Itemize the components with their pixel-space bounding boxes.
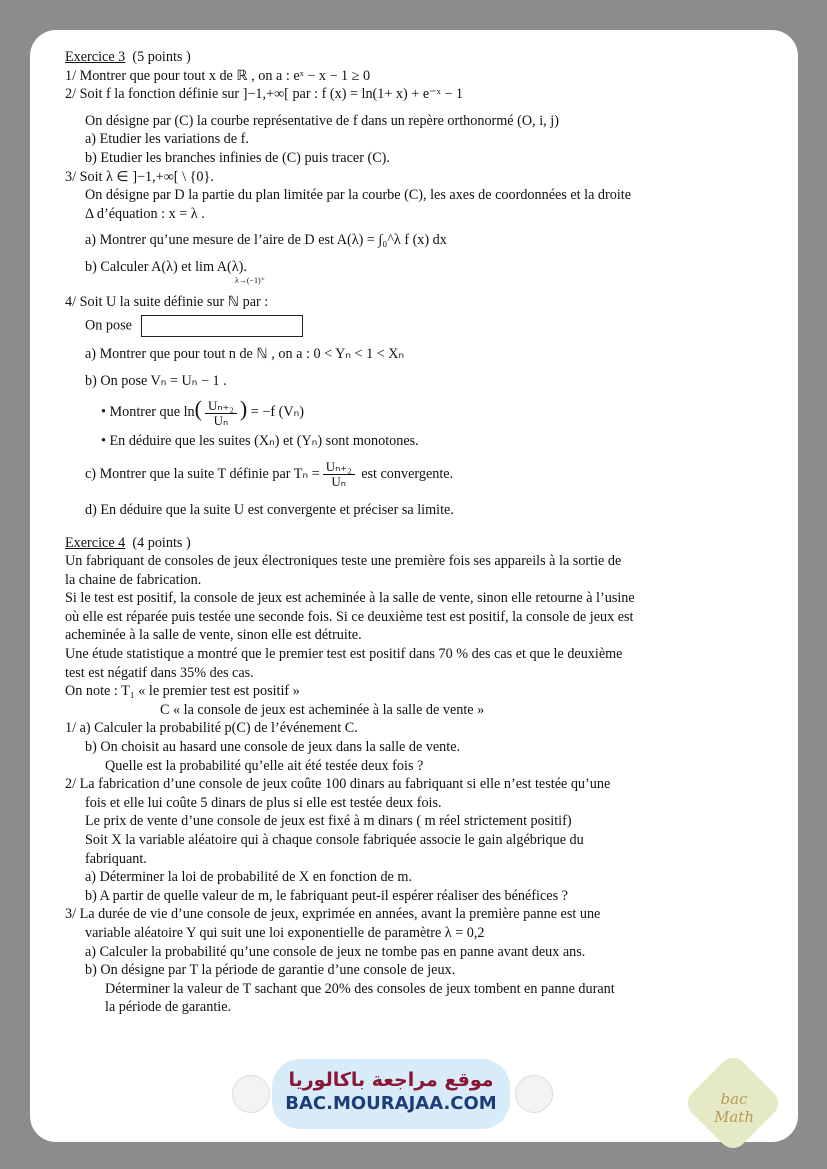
ex4-q2-5: fabriquant. [85,850,147,867]
ex4-q3-1: 3/ La durée de vie d’une console de jeux, exprimée en années, avant la première panne est une [65,906,601,923]
ex4-q3-2: variable aléatoire Y qui suit une loi exponentielle de paramètre λ = 0,2 [85,924,485,941]
footer-url[interactable]: BAC.MOURAJAA.COM [285,1093,497,1114]
ex4-q2-2: fois et elle lui coûte 5 dinars de plus si elle est testée deux fois. [85,794,442,811]
ex3-q2b: b) Etudier les branches infinies de (C) puis tracer (C). [85,149,390,166]
ex4-intro-2: la chaine de fabrication. [65,571,202,588]
fraction: $\frac{\text{Uₙ₊₂}}{\text{Uₙ}}$ [205,399,237,428]
ex4-q2-3: Le prix de vente d’une console de jeux est fixé à m dinars ( m réel strictement positif) [85,813,572,830]
ex3-q4d: d) En déduire que la suite U est convergente et préciser sa limite. [85,501,454,518]
right-logo-icon [515,1075,553,1113]
ex4-q2b: b) A partir de quelle valeur de m, le fabriquant peut-il espérer réaliser des bénéfices ? [85,887,568,904]
ex3-q4b2: • En déduire que les suites (Xₙ) et (Yₙ) sont monotones. [101,433,419,450]
ex4-q2-4: Soit X la variable aléatoire qui à chaque console fabriquée associe le gain algébrique du [85,832,584,848]
ex4-q3b-2: Déterminer la valeur de T sachant que 20% des consoles de jeux tombent en panne durant [105,980,615,997]
document-content [65,48,715,1017]
ex3-q3b: b) Calculer A(λ) et lim A(λ). λ→(−1)⁺ [65,258,715,285]
limit-subscript: λ→(−1)⁺ [235,275,265,285]
ex4-intro-4: où elle est réparée puis testée une seconde fois. Si ce deuxième test est positif, la console de jeux est [65,608,634,625]
ex4-q2a: a) Déterminer la loi de probabilité de X en fonction de m. [85,869,412,886]
sequence-definition-box [141,315,303,337]
ex3-q4b1: • Montrer que ln( $\frac{\text{Uₙ₊₂}}{\text{Uₙ}}$ ) = −f (Vₙ) [101,396,304,428]
ex4-q3a: a) Calculer la probabilité qu’une console de jeux ne tombe pas en panne avant deux ans. [85,943,586,960]
ex3-q2: 2/ Soit f la fonction définie sur ]−1,+∞[ par : f (x) = ln(1+ x) + e⁻ˣ − 1 [65,86,463,103]
ex3-curve-def: On désigne par (C) la courbe représentative de f dans un repère orthonormé (O, i, j) [85,112,559,129]
ex3-q2a: a) Etudier les variations de f. [85,131,249,148]
ex3-q3-def1: On désigne par D la partie du plan limitée par la courbe (C), les axes de coordonnées et la droite [85,187,632,204]
ex4-q1b: b) On choisit au hasard une console de jeux dans la salle de vente. [85,739,461,756]
bac-math-badge-label: bac Math [714,1090,754,1126]
ex4-q3b: b) On désigne par T la période de garantie d’une console de jeux. [85,962,456,979]
ex3-q4-pose: On pose [65,315,715,337]
footer-site-link[interactable] [272,1059,510,1129]
ex4-note-2: C « la console de jeux est acheminée à la salle de vente » [160,701,485,718]
ex3-q4c: c) Montrer que la suite T définie par Tₙ = $\frac{\text{Uₙ₊₂}}{\text{Uₙ}}$ est convergente. [85,459,454,490]
ex4-q1a: 1/ a) Calculer la probabilité p(C) de l’événement C. [65,720,358,737]
fraction: $\frac{\text{Uₙ₊₂}}{\text{Uₙ}}$ [323,460,355,489]
ex4-q2-1: 2/ La fabrication d’une console de jeux coûte 100 dinars au fabriquant si elle n’est testée qu’une [65,776,611,793]
ex3-q3-def2: Δ d’équation : x = λ . [85,205,205,222]
ex4-intro-1: Un fabriquant de consoles de jeux électroniques teste une première fois ses appareils à la sortie de [65,553,622,570]
exercise-4-heading: Exercice 4 (4 points ) [65,534,191,551]
ex3-q4b: b) On pose Vₙ = Uₙ − 1 . [85,372,227,389]
ex3-q3: 3/ Soit λ ∈ ]−1,+∞[ \ {0}. [65,168,214,185]
ex4-intro-6: Une étude statistique a montré que le premier test est positif dans 70 % des cas et que le deuxième [65,646,623,663]
ex4-q3b-3: la période de garantie. [105,999,232,1016]
ex3-q1: 1/ Montrer que pour tout x de ℝ , on a : eˣ − x − 1 ≥ 0 [65,67,371,84]
ex4-intro-7: test est négatif dans 35% des cas. [65,664,254,681]
ex4-intro-5: acheminée à la salle de vente, sinon elle est détruite. [65,627,362,644]
footer-arabic-title: موقع مراجعة باكالوريا [288,1069,494,1091]
ex4-q1b-2: Quelle est la probabilité qu’elle ait été testée deux fois ? [105,757,424,774]
ex4-intro-3: Si le test est positif, la console de jeux est acheminée à la salle de vente, sinon elle retourne à l’usine [65,590,635,607]
ex4-note-1: On note : T₁ « le premier test est positif » [65,683,300,700]
ex3-q4a: a) Montrer que pour tout n de ℕ , on a : 0 < Yₙ < 1 < Xₙ [85,346,405,363]
left-logo-icon [232,1075,270,1113]
ex3-q4: 4/ Soit U la suite définie sur ℕ par : [65,293,269,310]
ex3-q3a: a) Montrer qu’une mesure de l’aire de D est A(λ) = ∫₀^λ f (x) dx [85,232,447,249]
exercise-3-heading: Exercice 3 (5 points ) [65,49,191,65]
